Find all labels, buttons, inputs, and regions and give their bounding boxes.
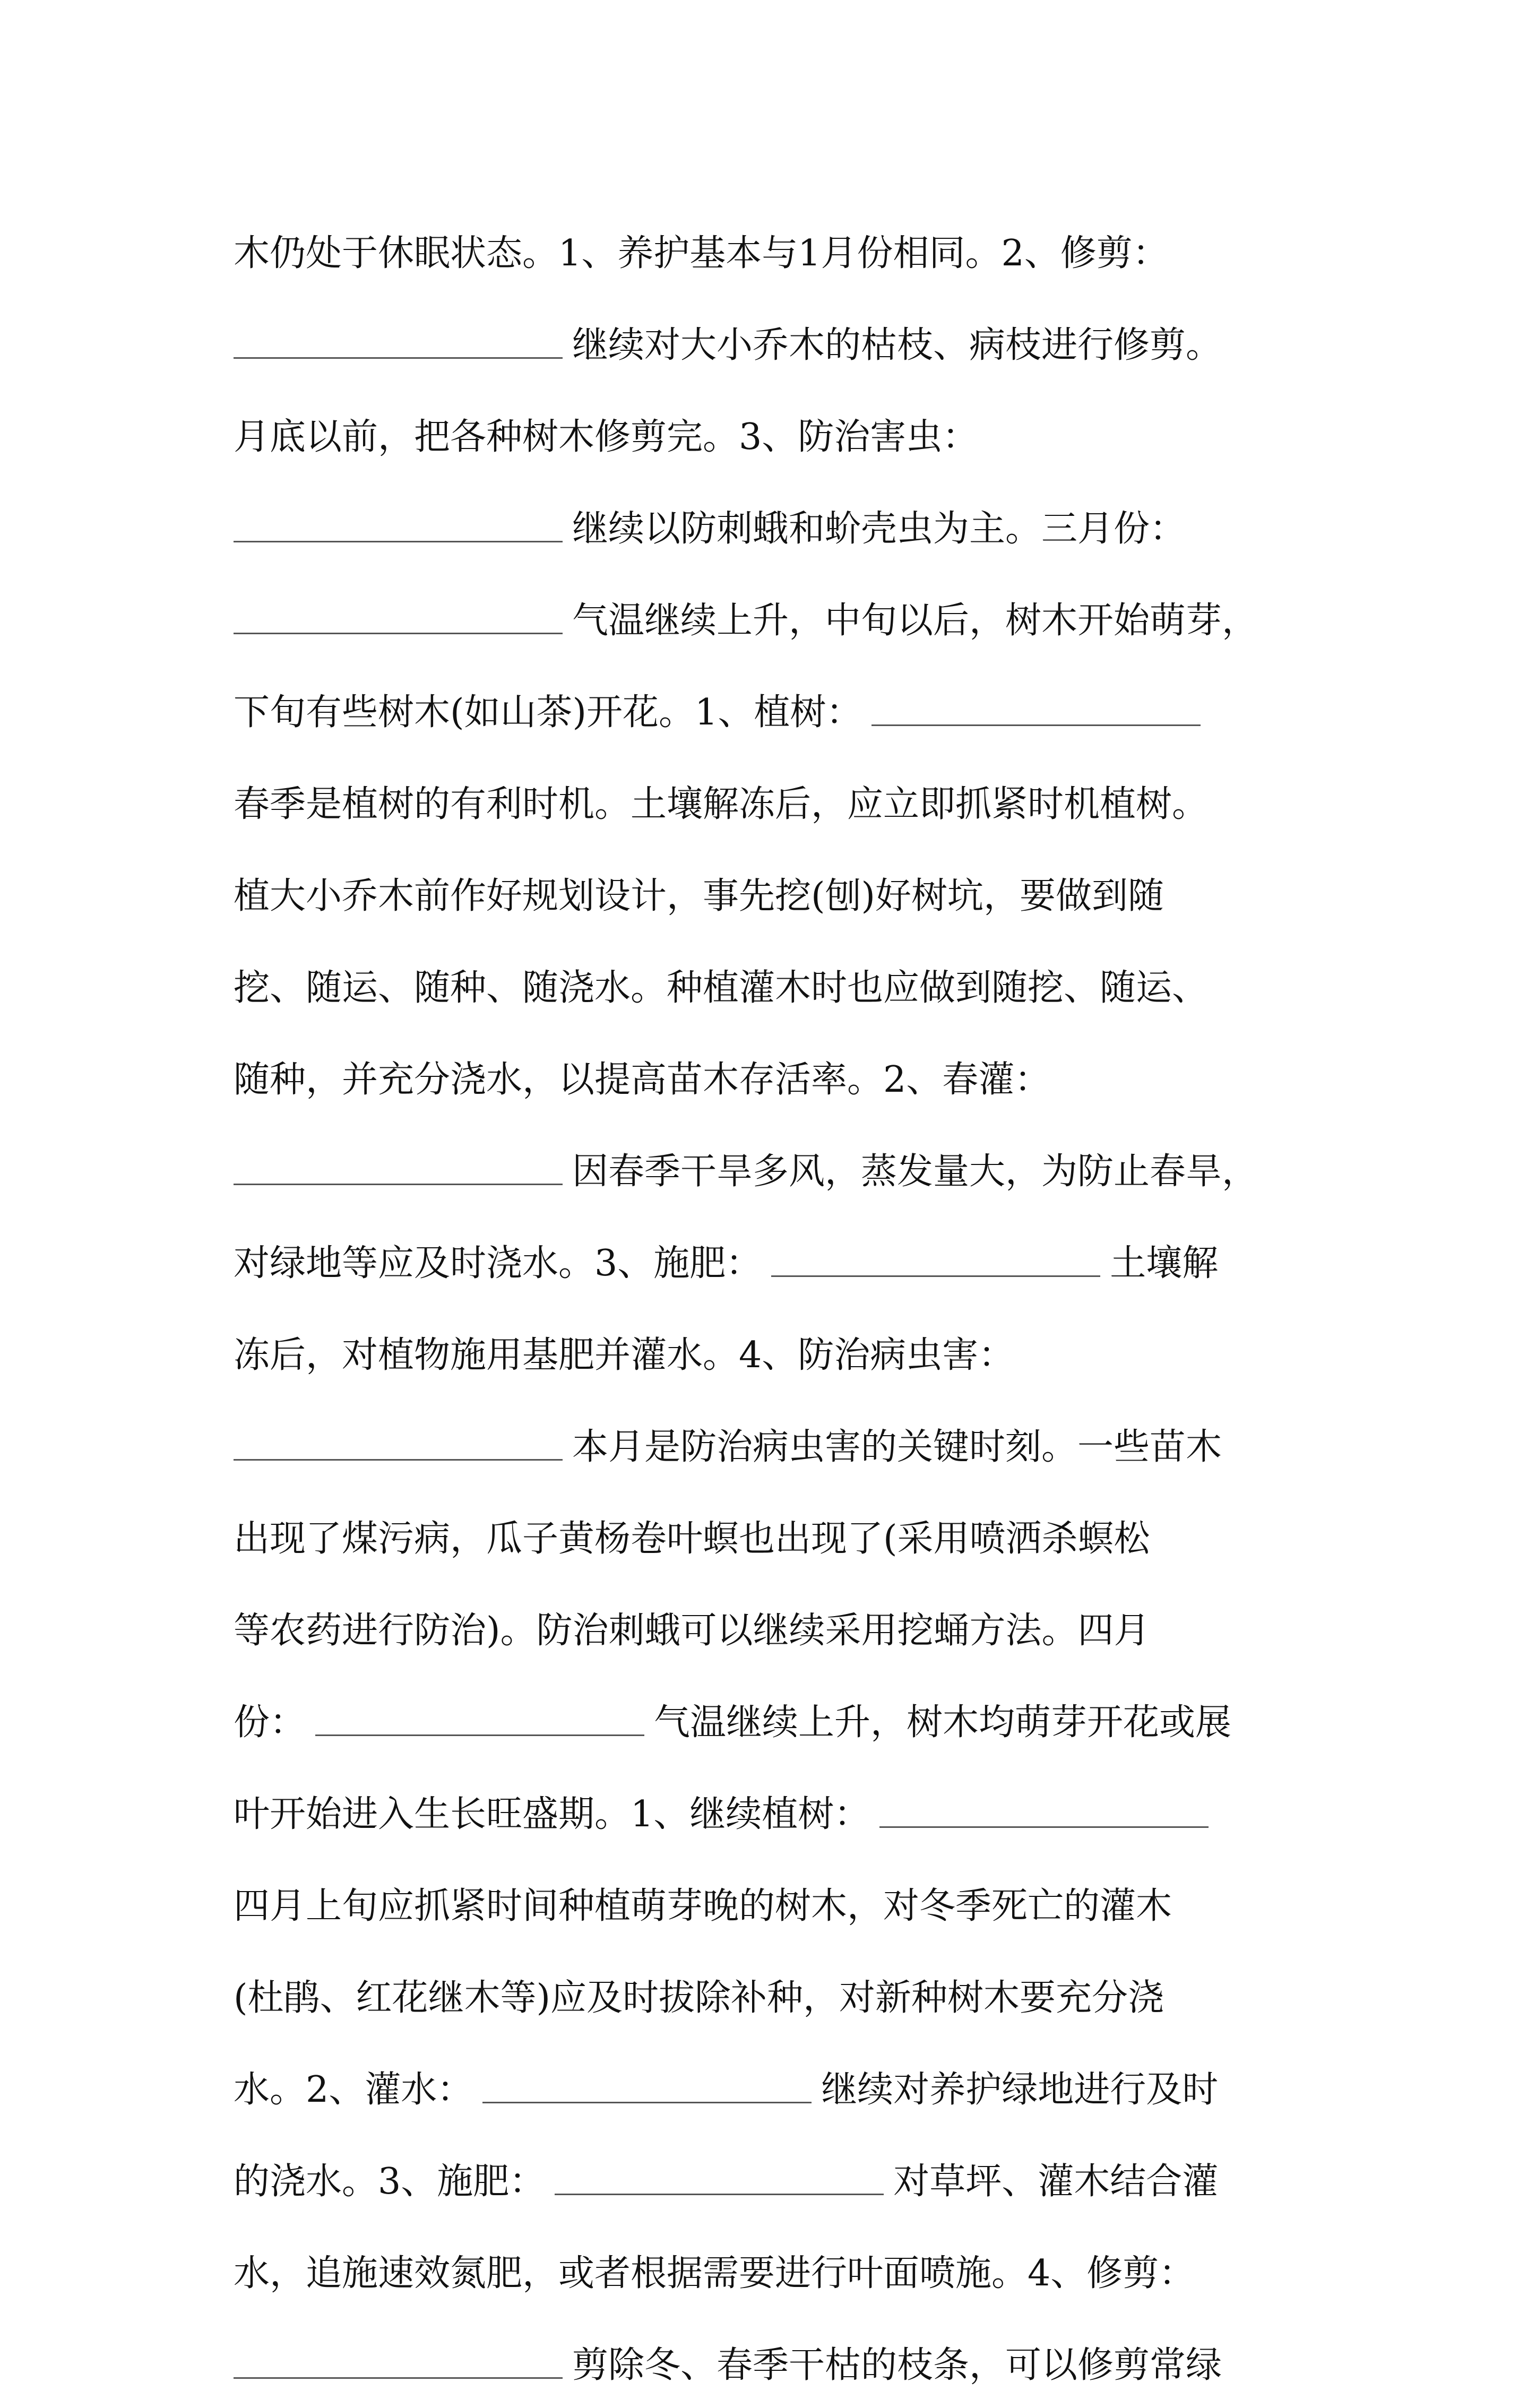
text-segment: 气温继续上升，树木均萌芽开花或展	[654, 1702, 1232, 1744]
text-segment: 下旬有些树木(如山茶)开花。1、植树：	[234, 692, 862, 733]
text-line	[234, 1214, 1322, 1306]
text-line	[234, 663, 1322, 755]
text-line	[234, 1123, 1322, 1214]
fill-in-blank	[879, 1794, 1209, 1828]
text-line	[234, 939, 1322, 1031]
text-segment: 冻后，对植物施用基肥并灌水。4、防治病虫害：	[234, 1334, 1015, 1376]
text-segment: 水。2、灌水：	[234, 2069, 473, 2111]
text-line	[234, 1582, 1322, 1673]
text-segment: 出现了煤污病，瓜子黄杨卷叶螟也出现了(采用喷洒杀螟松	[234, 1518, 1150, 1560]
text-segment: 剪除冬、春季干枯的枝条，可以修剪常绿	[572, 2344, 1222, 2386]
text-segment: 月底以前，把各种树木修剪完。3、防治害虫：	[234, 416, 979, 458]
text-line	[234, 2224, 1322, 2316]
text-line	[234, 480, 1322, 572]
text-segment: 等农药进行防治)。防治刺蛾可以继续采用挖蛹方法。四月	[234, 1610, 1150, 1652]
fill-in-blank	[234, 509, 563, 542]
fill-in-blank	[234, 1427, 563, 1461]
text-segment: 春季是植树的有利时机。土壤解冻后，应立即抓紧时机植树。	[234, 783, 1209, 825]
fill-in-blank	[234, 1152, 563, 1185]
text-segment: 继续对养护绿地进行及时	[821, 2069, 1219, 2111]
text-segment: 份：	[234, 1702, 306, 1744]
text-line	[234, 1306, 1322, 1398]
text-line	[234, 847, 1322, 939]
text-line	[234, 1765, 1322, 1857]
text-line	[234, 1857, 1322, 1949]
fill-in-blank	[555, 2162, 884, 2195]
text-segment: 叶开始进入生长旺盛期。1、继续植树：	[234, 1793, 870, 1835]
text-segment: 四月上旬应抓紧时间种植萌芽晚的树木，对冬季死亡的灌木	[234, 1885, 1172, 1927]
text-segment: 继续对大小乔木的枯枝、病枝进行修剪。	[572, 324, 1222, 366]
text-segment: 的浇水。3、施肥：	[234, 2161, 546, 2203]
text-segment: 木仍处于休眠状态。1、养护基本与1月份相同。2、修剪：	[234, 232, 1169, 274]
text-line	[234, 1031, 1322, 1123]
text-line	[234, 2041, 1322, 2133]
text-line	[234, 755, 1322, 847]
fill-in-blank	[234, 601, 563, 634]
text-segment: 对绿地等应及时浇水。3、施肥：	[234, 1242, 762, 1284]
text-segment: 挖、随运、随种、随浇水。种植灌木时也应做到随挖、随运、	[234, 967, 1209, 1009]
text-line	[234, 2133, 1322, 2224]
text-segment: 植大小乔木前作好规划设计，事先挖(刨)好树坑，要做到随	[234, 875, 1164, 917]
document-page	[234, 204, 1322, 2408]
text-segment: 土壤解	[1110, 1242, 1219, 1284]
text-segment: 水，追施速效氮肥，或者根据需要进行叶面喷施。4、修剪：	[234, 2252, 1195, 2294]
text-line	[234, 2316, 1322, 2408]
text-segment: (杜鹃、红花继木等)应及时拔除补种，对新种树木要充分浇	[234, 1977, 1164, 2019]
text-line	[234, 1949, 1322, 2041]
fill-in-blank	[482, 2070, 812, 2103]
text-segment: 对草坪、灌木结合灌	[893, 2161, 1219, 2203]
text-line	[234, 1398, 1322, 1490]
text-segment: 本月是防治病虫害的关键时刻。一些苗木	[572, 1426, 1222, 1468]
fill-in-blank	[315, 1703, 644, 1736]
text-line	[234, 204, 1322, 296]
text-segment: 随种，并充分浇水，以提高苗木存活率。2、春灌：	[234, 1059, 1051, 1101]
fill-in-blank	[234, 2345, 563, 2379]
text-segment: 继续以防刺蛾和蚧壳虫为主。三月份：	[572, 508, 1186, 550]
text-line	[234, 1490, 1322, 1582]
fill-in-blank	[771, 1244, 1100, 1277]
fill-in-blank	[234, 325, 563, 359]
text-segment: 因春季干旱多风，蒸发量大，为防止春旱，	[572, 1151, 1258, 1193]
text-line	[234, 1673, 1322, 1765]
text-line	[234, 388, 1322, 480]
text-line	[234, 296, 1322, 388]
fill-in-blank	[871, 693, 1201, 726]
text-segment: 气温继续上升，中旬以后，树木开始萌芽，	[572, 600, 1258, 642]
text-line	[234, 572, 1322, 663]
